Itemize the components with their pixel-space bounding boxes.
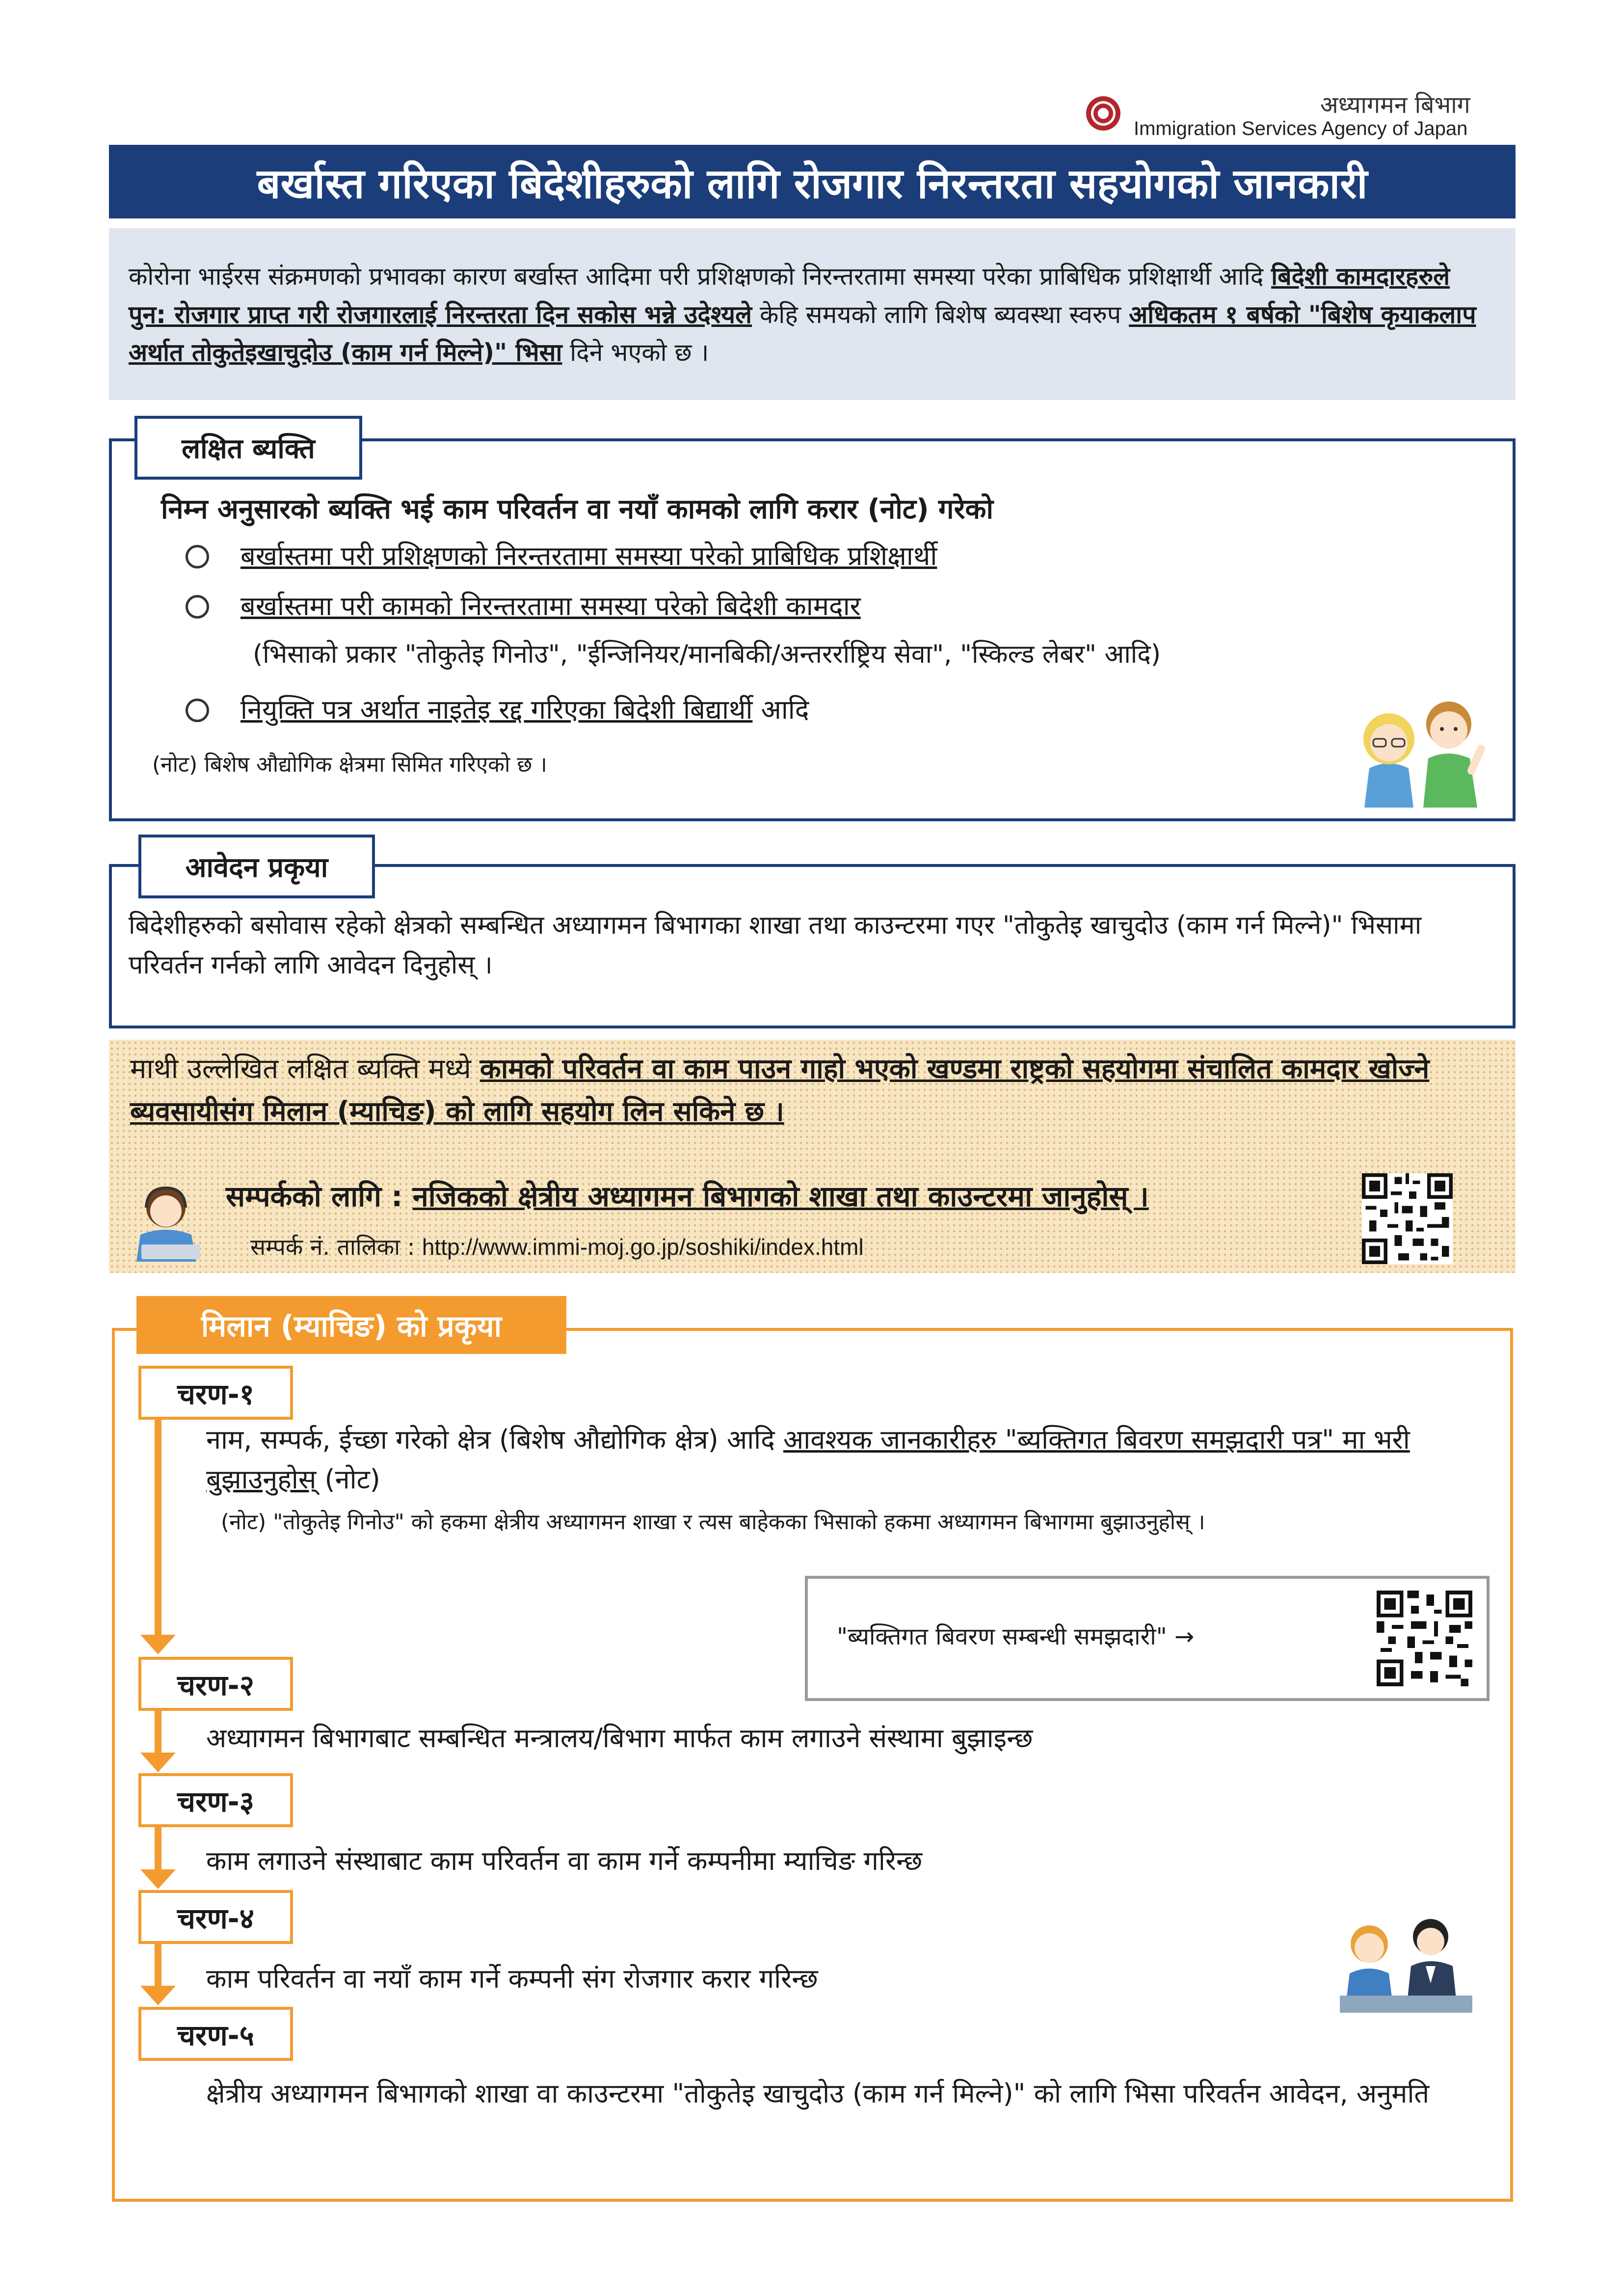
intro-text-visa: अधिकतम १ बर्षको "बिशेष कृयाकलाप अर्थात तोकुतेइखाचुदोउ (काम गर्न मिल्ने)" भिसा (129, 300, 1476, 367)
target-section-title: लक्षित ब्यक्ति (182, 433, 315, 465)
step-1-text (206, 1420, 1492, 1499)
step-1-text-note-ref: (नोट) (316, 1464, 380, 1495)
step-3-label (138, 1773, 293, 1827)
support-text-1: माथी उल्लेखित लक्षित ब्यक्ति मध्ये (130, 1053, 480, 1085)
step-2-label (138, 1657, 293, 1711)
woman-figure-icon (1363, 713, 1414, 808)
support-paragraph (130, 1048, 1494, 1134)
agency-logo (1086, 96, 1120, 131)
matching-process-title: मिलान (म्याचिङ) को प्रकृया (201, 1309, 502, 1344)
target-item-trainee: बर्खास्तमा परी प्रशिक्षणको निरन्तरतामा समस्या परेको प्राबिधिक प्रशिक्षार्थी (240, 540, 937, 571)
contact-heading (226, 1176, 1149, 1215)
target-item-student-text: नियुक्ति पत्र अर्थात नाइतेइ रद्द गरिएका बिदेशी बिद्यार्थी (240, 694, 753, 725)
target-item-worker: बर्खास्तमा परी कामको निरन्तरतामा समस्या परेको बिदेशी कामदार (240, 591, 861, 621)
step-5-label (138, 2007, 293, 2061)
intro-paragraph (109, 228, 1516, 400)
target-note: (नोट) बिशेष औद्योगिक क्षेत्रमा सिमित गरिएको छ । (152, 752, 547, 777)
step-4-label (138, 1890, 293, 1944)
target-section-tab (134, 416, 362, 480)
step-5-label-text: चरण-५ (177, 2018, 254, 2052)
intro-text-5: दिने भएको छ । (562, 338, 709, 367)
intro-text-purpose: बिदेशी कामदारहरुले पुन: रोजगार प्राप्त गरी रोजगारलाई निरन्तरता दिन सकोस भन्ने उदेश्यले (129, 262, 1450, 329)
step-1-text-submit: आवश्यक जानकारीहरु "ब्यक्तिगत बिवरण समझदारी पत्र" मा भरी बुझाउनुहोस् (206, 1424, 1410, 1495)
two-people-illustration (1355, 685, 1487, 808)
application-section-title: आवेदन प्रकृया (185, 852, 328, 884)
matching-process-tab (136, 1296, 566, 1354)
bullet-circle-icon (186, 595, 209, 619)
target-lead: निम्न अनुसारको ब्यक्ति भई काम परिवर्तन वा नयाँ कामको लागि करार (नोट) गरेको (161, 493, 994, 525)
contact-list-line (250, 1231, 864, 1262)
man-figure-icon (1423, 702, 1481, 808)
bullet-circle-icon (186, 699, 209, 722)
qr-code-contact-list-icon[interactable] (1355, 1173, 1460, 1264)
down-arrow-icon (140, 1986, 176, 2005)
contact-list-url[interactable]: http://www.immi-moj.go.jp/soshiki/index.html (422, 1234, 864, 1260)
step-5-text: क्षेत्रीय अध्यागमन बिभागको शाखा वा काउन्टरमा "तोकुतेइ खाचुदोउ (काम गर्न मिल्ने)" को लागि भिसा परिवर्तन आवेदन, अनुमति (206, 2078, 1430, 2109)
step-2-text: अध्यागमन बिभागबाट सम्बन्धित मन्त्रालय/बिभाग मार्फत काम लगाउने संस्थामा बुझाइन्छ (206, 1723, 1033, 1754)
qr-code-consent-form-icon[interactable] (1374, 1591, 1475, 1686)
qr-consent-label: "ब्यक्तिगत बिवरण सम्बन्धी समझदारी" → (837, 1623, 1195, 1650)
contact-prefix: सम्पर्कको लागि : (226, 1180, 413, 1213)
target-item-student (240, 690, 809, 727)
application-section-tab (138, 835, 375, 898)
down-arrow-icon (140, 1869, 176, 1889)
page-title (109, 145, 1516, 218)
agency-name-nepali: अध्यागमन बिभाग (1320, 91, 1470, 119)
call-operator-icon (132, 1181, 205, 1262)
intro-text-1: कोरोना भाईरस संक्रमणको प्रभावका कारण बर्खास्त आदिमा परी प्रशिक्षणको निरन्तरतामा समस्या परेका प्राबिधिक प्रशिक्षार्थी आदि (129, 262, 1272, 291)
down-arrow-icon (140, 1635, 176, 1654)
page-title-text: बर्खास्त गरिएका बिदेशीहरुको लागि रोजगार निरन्तरता सहयोगको जानकारी (257, 159, 1368, 208)
contact-instruction: नजिकको क्षेत्रीय अध्यागमन बिभागको शाखा तथा काउन्टरमा जानुहोस् । (412, 1180, 1149, 1213)
step-1-text-1: नाम, सम्पर्क, ईच्छा गरेको क्षेत्र (बिशेष औद्योगिक क्षेत्र) आदि (206, 1424, 784, 1455)
application-instructions: बिदेशीहरुको बसोवास रहेको क्षेत्रको सम्बन्धित अध्यागमन बिभागका शाखा तथा काउन्टरमा गएर "तोकुतेइ खाचुदोउ (काम गर्न मिल्ने)" भिसामा परिवर्तन गर्नको लागि आवेदन दिनुहोस् । (129, 911, 1422, 980)
step-3-label-text: चरण-३ (177, 1784, 254, 1818)
consultation-illustration (1340, 1915, 1472, 2013)
contact-list-label: सम्पर्क नं. तालिका : (250, 1234, 422, 1260)
step-arrow-line (155, 1420, 161, 1636)
intro-text-3: केहि समयको लागि बिशेष ब्यवस्था स्वरुप (752, 300, 1129, 329)
support-text-matching: कामको परिवर्तन वा काम पाउन गाहो भएको खण्डमा राष्ट्रको सहयोगमा संचालित कामदार खोज्ने ब्यवसायीसंग मिलान (म्याचिङ) को लागि सहयोग लिन सकिने छ । (130, 1053, 1430, 1128)
agency-name-english: Immigration Services Agency of Japan (1134, 118, 1468, 139)
down-arrow-icon (140, 1753, 176, 1772)
step-2-label-text: चरण-२ (177, 1668, 254, 1702)
step-1-note: (नोट) "तोकुतेइ गिनोउ" को हकमा क्षेत्रीय अध्यागमन शाखा र त्यस बाहेकका भिसाको हकमा अध्यागमन बिभागमा बुझाउनुहोस् । (221, 1510, 1205, 1535)
step-1-label-text: चरण-१ (177, 1377, 254, 1411)
step-4-label-text: चरण-४ (177, 1901, 254, 1935)
step-4-text: काम परिवर्तन वा नयाँ काम गर्ने कम्पनी संग रोजगार करार गरिन्छ (206, 1963, 818, 1994)
step-3-text: काम लगाउने संस्थाबाट काम परिवर्तन वा काम गर्ने कम्पनीमा म्याचिङ गरिन्छ (206, 1845, 923, 1876)
step-1-label (138, 1366, 293, 1420)
step-arrow-line (155, 1827, 161, 1876)
target-item-student-suffix: आदि (752, 694, 809, 725)
bullet-circle-icon (186, 545, 209, 568)
target-item-worker-visa-types: (भिसाको प्रकार "तोकुतेइ गिनोउ", "ईन्जिनियर/मानबिकी/अन्तरर्राष्ट्रिय सेवा", "स्किल्ड लेबर" आदि) (253, 640, 1161, 669)
